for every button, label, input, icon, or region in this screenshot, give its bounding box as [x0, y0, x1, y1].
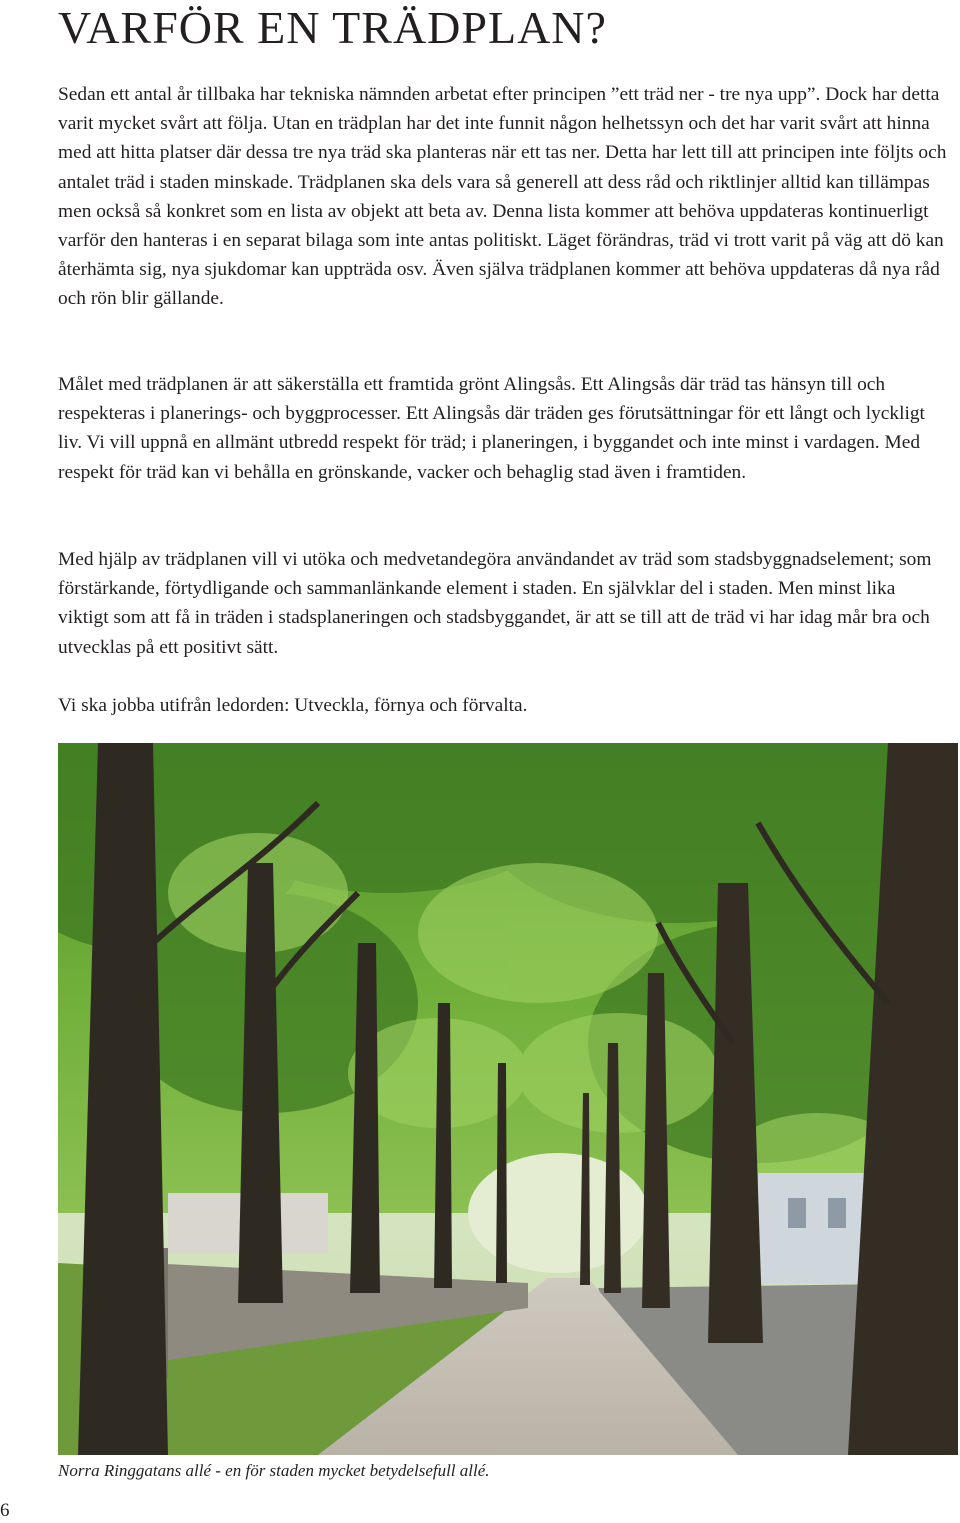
paragraph-urban-elements: Med hjälp av trädplanen vill vi utöka och medvetandegöra användandet av träd som stadsbyggnadselement; som förstärkande, förtydligande och sammanlänkande element i staden. En självklar del i staden. Men minst lika viktigt som att få in träden i stadsplaneringen och stadsbyggandet, är att se till att de träd vi har idag mår bra och utvecklas på ett positivt sätt. — [58, 549, 932, 658]
paragraph-keywords: Vi ska jobba utifrån ledorden: Utveckla, förnya och förvalta. — [58, 695, 528, 716]
page-number: 6 — [0, 1500, 10, 1521]
tree-alley-illustration — [58, 743, 958, 1455]
paragraph-goal: Målet med trädplanen är att säkerställa ett framtida grönt Alingsås. Ett Alingsås där träd tas hänsyn till och respekteras i planerings- och byggprocesser. Ett Alingsås där träden ges förutsättningar för ett långt och lyckligt liv. Vi vill uppnå en allmänt utbredd respekt för träd; i planeringen, i byggandet och inte minst i vardagen. Med respekt för träd kan vi behålla en grönskande, vacker och behaglig stad även i framtiden. — [58, 374, 925, 483]
paragraph-intro: Sedan ett antal år tillbaka har tekniska nämnden arbetat efter principen ”ett träd ner - tre nya upp”. Dock har detta varit mycket svårt att följa. Utan en trädplan har det inte funnit någon helhetssyn och det har varit svårt att hinna med att hitta platser där dessa tre nya träd ska planteras när ett tas ner. Detta har lett till att principen inte följts och antalet träd i staden minskade. Trädplanen ska dels vara så generell att dess råd och riktlinjer alltid kan tillämpas men också så konkret som en lista av objekt att beta av. Denna lista kommer att behöva uppdateras kontinuerligt varför den hanteras i en separat bilaga som inte antas politiskt. Läget förändras, träd vi trott varit på väg att dö kan återhämta sig, nya sjukdomar kan uppträda osv. Även själva trädplanen kommer att behöva uppdateras då nya råd och rön blir gällande. — [58, 84, 947, 310]
alley-photo — [58, 743, 958, 1455]
photo-caption: Norra Ringgatans allé - en för staden mycket betydelsefull allé. — [58, 1461, 490, 1480]
page-title: VARFÖR EN TRÄDPLAN? — [58, 2, 607, 53]
